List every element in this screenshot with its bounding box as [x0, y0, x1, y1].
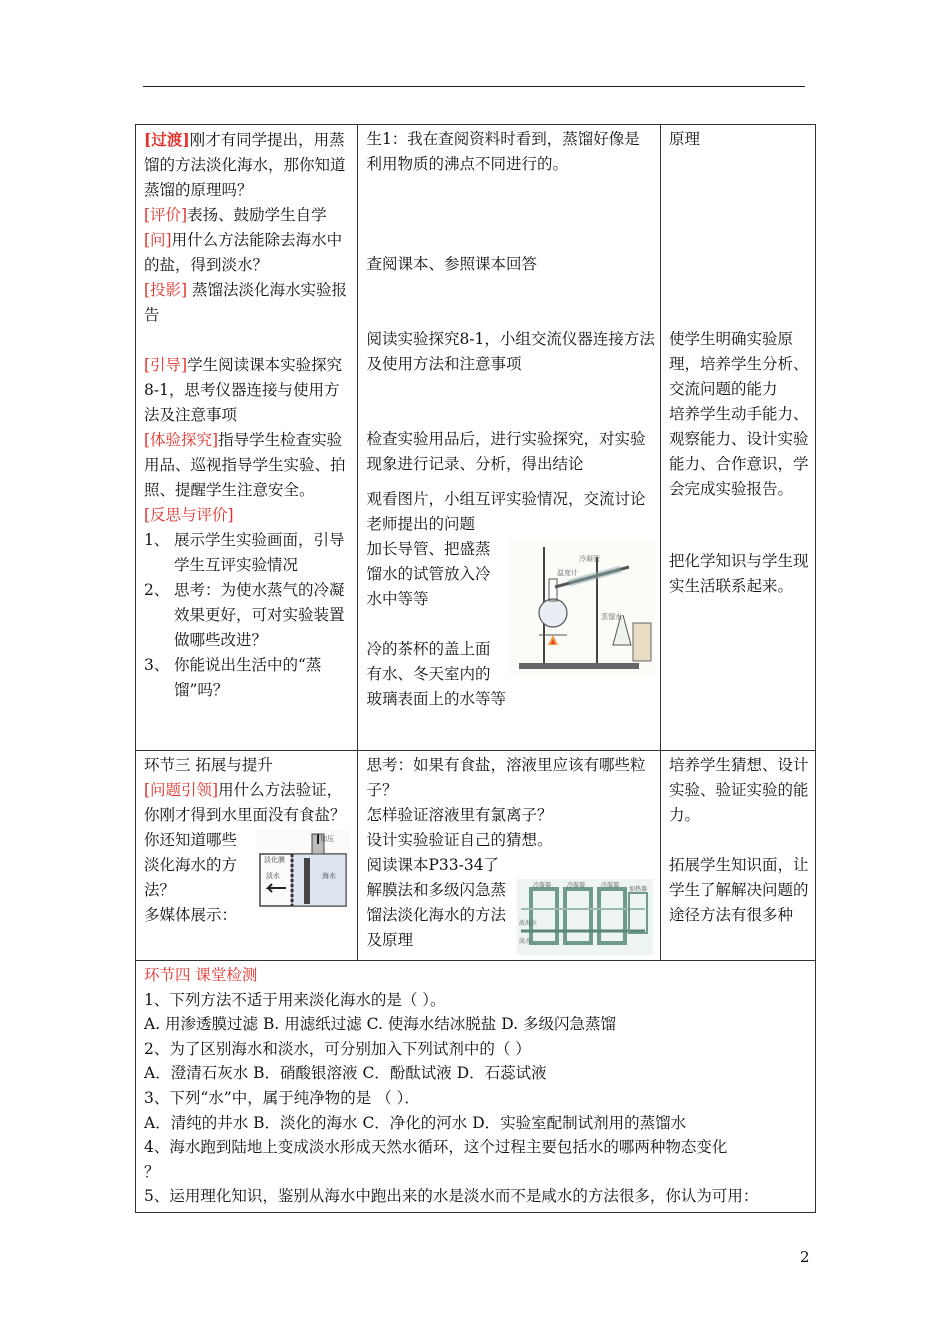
- student-activity-cell: [358, 751, 661, 961]
- quiz-line: A. 用渗透膜过滤 B. 用滤纸过滤 C. 使海水结冰脱盐 D. 多级闪急蒸馏: [144, 1015, 616, 1034]
- text: 蒸馏法淡化海水实验报告: [144, 281, 348, 324]
- text: 用什么方法能除去海水中的盐，得到淡水？: [144, 231, 343, 274]
- figure-label: 浓海水: [519, 920, 538, 927]
- figure-label: 冷凝器: [601, 882, 620, 889]
- text: 用什么方法验证，你刚才得到水里面没有食盐？: [144, 781, 346, 824]
- figure-label: 冷凝器: [567, 882, 586, 889]
- quiz-line: 1、下列方法不适于用来淡化海水的是（ ）。: [144, 990, 446, 1009]
- text: 刚才有同学提出，用蒸馏的方法淡化海水，那你知道蒸馏的原理吗？: [144, 131, 346, 199]
- figure-label: 海水: [322, 872, 337, 880]
- text: 冷的茶杯的盖上面有水、冬天室内的玻璃表面上的水等等: [366, 640, 506, 708]
- text: 设计实验验证自己的猜想。: [366, 831, 553, 849]
- text: 怎样验证溶液里有氯离子？: [366, 806, 553, 824]
- quiz-line: ？: [144, 1162, 160, 1181]
- membrane-method-image: [256, 830, 350, 910]
- tag-reflection: [反思与评价]: [144, 506, 234, 524]
- text: 生1：我在查阅资料时看到，蒸馏好像是利用物质的沸点不同进行的。: [366, 130, 640, 173]
- item-text: 思考：为使水蒸气的冷凝效果更好，可对实验装置做哪些改进？: [174, 581, 345, 649]
- tag-inquiry: [体验探究]: [144, 431, 219, 449]
- tag-question: [问]: [144, 231, 172, 249]
- page-number: 2: [800, 1248, 810, 1266]
- item-text: 你能说出生活中的“蒸馏”吗？: [174, 656, 322, 699]
- text: 培养学生猜想、设计实验、验证实验的能力。: [669, 756, 809, 824]
- design-intent-cell: [661, 751, 816, 961]
- text: 环节三 拓展与提升: [144, 756, 273, 774]
- text: 查阅课本、参照课本回答: [366, 255, 537, 273]
- figure-label: 温度计: [557, 569, 578, 577]
- quiz-cell: [136, 961, 816, 1213]
- text: 学生阅读课本实验探究8-1，思考仪器连接与使用方法及注意事项: [144, 356, 343, 424]
- table-row: [136, 961, 816, 1213]
- quiz-line: A．澄清石灰水 B．硝酸银溶液 C．酚酞试液 D．石蕊试液: [144, 1064, 547, 1083]
- multistage-flash-image: [517, 879, 653, 955]
- quiz-line: 4、海水跑到陆地上变成淡水形成天然水循环，这个过程主要包括水的哪两种物态变化: [144, 1138, 728, 1157]
- tag-guide: [引导]: [144, 356, 188, 374]
- text: 培养学生动手能力、观察能力、设计实验能力、合作意识，学会完成实验报告。: [669, 405, 809, 498]
- design-intent-cell: [661, 125, 816, 751]
- figure-label: 淡化膜: [264, 856, 286, 864]
- table-row: [136, 125, 816, 751]
- figure-label: 冷凝器: [533, 882, 552, 889]
- figure-label: 冷凝管: [579, 555, 600, 563]
- lesson-table: [135, 124, 816, 1213]
- section-title: 环节四 课堂检测: [144, 966, 258, 984]
- distillation-apparatus-image: [509, 539, 655, 675]
- tag-projection: [投影]: [144, 281, 188, 299]
- text: 你还知道哪些淡化海水的方法？: [144, 831, 238, 899]
- text: 原理: [669, 130, 701, 148]
- text: 指导学生检查实验用品、巡视指导学生实验、拍照、提醒学生注意安全。: [144, 431, 346, 499]
- text: 使学生明确实验原理，培养学生分析、交流问题的能力: [669, 330, 809, 398]
- student-activity-cell: [358, 125, 661, 751]
- text: 检查实验用品后，进行实验探究，对实验现象进行记录、分析，得出结论: [366, 430, 646, 473]
- figure-label: 加热器: [629, 886, 648, 893]
- text: 思考：如果有食盐，溶液里应该有哪些粒子？: [366, 756, 646, 799]
- text: 把化学知识与学生现实生活联系起来。: [669, 552, 809, 595]
- tag-evaluation: [评价]: [144, 206, 188, 224]
- text: 拓展学生知识面，让学生了解解决问题的途径方法有很多种: [669, 856, 809, 924]
- item-text: 展示学生实验画面，引导学生互评实验情况: [174, 531, 345, 574]
- text: 多媒体展示：: [144, 906, 238, 924]
- quiz-line: 5、运用理化知识，鉴别从海水中跑出来的水是淡水而不是咸水的方法很多，你认为可用：: [144, 1187, 759, 1206]
- figure-label: 淡水: [266, 872, 281, 880]
- text: 观看图片，小组互评实验情况，交流讨论老师提出的问题: [366, 490, 646, 533]
- figure-label: 蒸馏水: [601, 613, 622, 621]
- item-number: 2、: [144, 581, 170, 599]
- text: 阅读课本P33-34了解膜法和多级闪急蒸馏法淡化海水的方法及原理: [366, 856, 506, 949]
- quiz-line: A．清纯的井水 B．淡化的海水 C．净化的河水 D．实验室配制试剂用的蒸馏水: [144, 1113, 687, 1132]
- quiz-line: 2、为了区别海水和淡水，可分别加入下列试剂中的（ ）: [144, 1039, 531, 1058]
- item-number: 1、: [144, 531, 170, 549]
- figure-label: 加压: [320, 835, 335, 843]
- text: 阅读实验探究8-1，小组交流仪器连接方法及使用方法和注意事项: [366, 330, 655, 373]
- tag-transition: [过渡]: [144, 130, 190, 149]
- list-item: [144, 578, 352, 653]
- table-row: [136, 751, 816, 961]
- header-rule: [143, 86, 805, 87]
- list-item: [144, 653, 352, 703]
- item-number: 3、: [144, 656, 170, 674]
- text: 加长导管、把盛蒸馏水的试管放入冷水中等等: [366, 540, 491, 608]
- quiz-line: 3、下列“水”中，属于纯净物的是 （ ）．: [144, 1088, 420, 1107]
- figure-label: 淡水: [519, 938, 532, 945]
- tag-question-lead: [问题引领]: [144, 781, 219, 799]
- teacher-activity-cell: [136, 751, 358, 961]
- text: 表扬、鼓励学生自学: [187, 206, 327, 224]
- teacher-activity-cell: [136, 125, 358, 751]
- list-item: [144, 528, 352, 578]
